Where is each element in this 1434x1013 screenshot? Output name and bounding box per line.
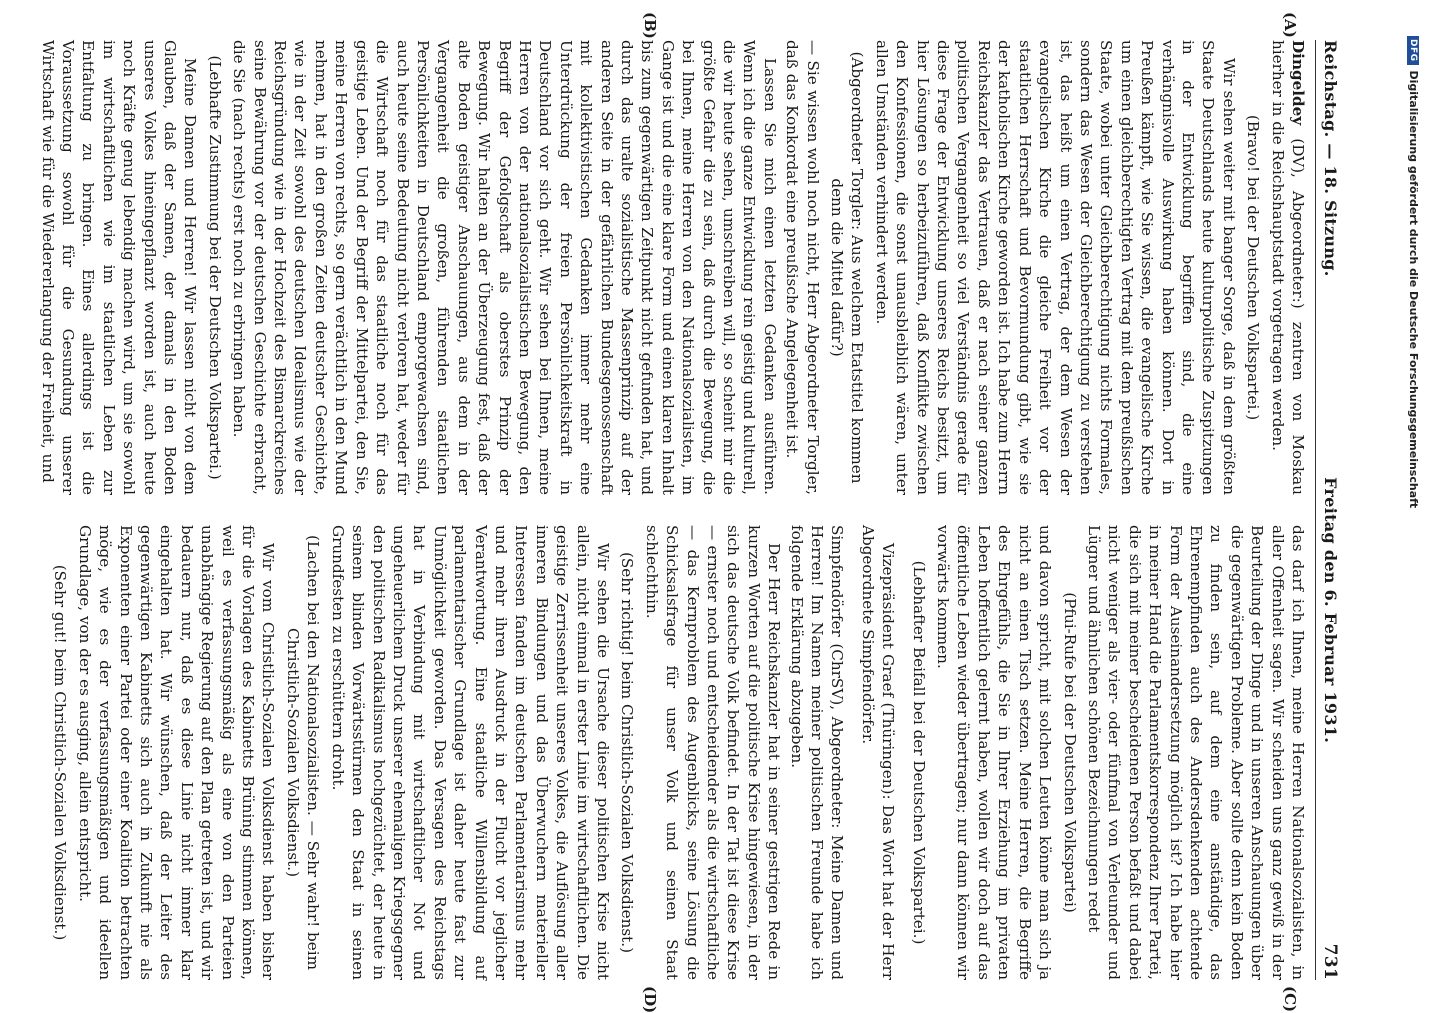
paragraph: (Pfui-Rufe bei der Deutschen Volkspartei)	[1060, 592, 1079, 913]
credit-text: Digitalisierung gefördert durch die Deutsche Forschungsgemeinschaft	[1407, 70, 1420, 509]
paragraph: das darf ich Ihnen, meine Herren Nationalsozialisten, in aller Offenheit sagen. Wir scheiden uns ganz gewiß in der Beurteilung der Dinge und in unseren Anschauungen über die gegenwärtigen Probleme. Aber sollte denn kein Boden zu finden sein, auf dem eine anständige, das Ehrenempfinden auch des Andersdenkenden achtende Form der Auseinandersetzung möglich ist? Ich habe hier in meiner Hand die Parlamentskorrespondenz Ihrer Partei, die sich mit meiner bescheidenen Person befaßt und dabei nicht weniger als vier- oder fünfmal von Verleumder und Lügner und ähnlichen schönen Bezeichnungen redet	[1084, 525, 1307, 980]
paragraph: (Sehr richtig! beim Christlich-Sozialen Volksdienst.)	[618, 551, 637, 954]
paragraph: Wir sehen die Ursache dieser politischen Krise nicht allein, nicht einmal in erster Linie im wirtschaftlichen. Die geistige Zerrissenheit unseres Volkes, die Auflösung aller inneren Bindungen und das Überwuchern materieller Interessen fanden im deutschen Parlamentarismus mehr und mehr ihren Ausdruck in der Flucht vor jeglicher Verantwortung. Eine staatliche Willensbildung auf parlamentarischer Grundlage ist daher heute fast zur Unmöglichkeit geworden. Das Versagen des Reichstags hat in Verbindung mit wirtschaftlicher Not und ungeheuerlichem Druck unserer ehemaligen Kriegsgegner den politischen Radikalismus hochgezüchtet, der heute in seinem blinden Vorwärtsstürmen den Staat in seinen Grundfesten zu erschüttern droht.	[328, 525, 612, 980]
speaker-name: Dingeldey	[1289, 40, 1307, 126]
paragraph: (Sehr gut! beim Christlich-Sozialen Volksdienst.)	[51, 564, 70, 941]
paragraph: Vizepräsident Graef (Thüringen): Das Wort hat der Herr Abgeordnete Simpfendörfer.	[858, 525, 898, 980]
paragraph-text: (DV), Abgeordneter:) zentren von Moskau hierher in die Reichshauptstadt vorgetragen werden.	[1268, 40, 1307, 495]
column-right	[46, 525, 1308, 980]
paragraph: (Bravo! bei der Deutschen Volkspartei.)	[1244, 114, 1263, 421]
margin-marker-b: (B)	[641, 12, 659, 39]
paragraph: Wir sehen weiter mit banger Sorge, daß in dem größten Staate Deutschlands heute kulturpolitische Zuspitzungen in der Entwicklung begriffen sind, die eine verhängnisvolle Auswirkung haben können. Dort in Preußen kämpft, wie Sie wissen, die evangelische Kirche um einen gleichberechtigten Vertrag mit dem preußischen Staate, wobei unter Gleichberechtigung nichts Formales, sondern das Wesen der Gleichberechtigung zu verstehen ist, das heißt um einen Vertrag, der dem Wesen der evangelischen Kirche die gleiche Freiheit vor der staatlichen Herrschaft und Bevormundung gibt, wie sie der katholischen Kirche geworden ist. Ich habe zum Herrn Reichskanzler das Vertrauen, daß er nach seiner ganzen politischen Vergangenheit so viel Verständnis gerade für diese Frage der Entwicklung unseres Reichs besitzt, um hier Lösungen so herbeizuführen, daß Konflikte zwischen den Konfessionen, die sonst unausbleiblich wären, unter allen Umständen verhindert werden.	[872, 40, 1238, 495]
paragraph: Wir vom Christlich-Sozialen Volksdienst haben bisher für die Vorlagen des Kabinetts Brüning stimmen können, weil es verfassungsmäßig als eine von den Parteien unabhängige Regierung auf den Plan getreten ist, und wir bedauern nur, daß es diese Linie nicht immer klar eingehalten hat. Wir wünschen, daß der Leiter des gegenwärtigen Kabinetts sich auch in Zukunft nie als Exponenten einer Partei oder einer Koalition betrachten möge, wie es der verfassungsmäßigen und ideellen Grundlage, von der es ausging, allein entspricht.	[75, 525, 278, 980]
column-left	[35, 40, 1308, 495]
paragraph: und davon spricht, mit solchen Leuten könne man sich ja nicht an einen Tisch setzen. Meine Herren, die Begriffe des Ehrgefühls, die Sie in Ihrer Erziehung im privaten Leben hoffentlich gelernt haben, wollen wir doch auf das öffentliche Leben wieder übertragen; nur dann können wir vorwärts kommen.	[934, 525, 1055, 980]
paragraph: Der Herr Reichskanzler hat in seiner gestrigen Rede in kurzen Worten auf die politische Krise hingewiesen, in der sich das deutsche Volk befindet. In der Tat ist diese Krise — ernster noch und entscheidender als die wirtschaftliche — das Kernproblem des Augenblicks, seine Lösung die Schicksalsfrage für unser Volk und seinen Staat schlechthin.	[642, 525, 784, 980]
paragraph: (Lebhafter Beifall bei der Deutschen Volkspartei.)	[909, 560, 928, 945]
paragraph: (Abgeordneter Torgler: Aus welchem Etatstitel kommen denn die Mittel dafür?)	[828, 51, 867, 484]
paragraph: (Lebhafte Zustimmung bei der Deutschen Volkspartei.)	[205, 55, 224, 480]
header-date: Freitag den 6. Februar 1931.	[1321, 477, 1341, 744]
paragraph: Meine Damen und Herren! Wir lassen nicht von dem Glauben, daß der Samen, der damals in den Boden unseres Volkes hineingepflanzt worden ist, auch heute noch Kräfte genug lebendig machen wird, um sie sowohl im wirtschaftlichen wie im staatlichen Leben zur Entfaltung zu bringen. Eines allerdings ist die Voraussetzung sowohl für die Gesundung unserer Wirtschaft wie für die Wiedererlangung der Freiheit, und	[38, 40, 200, 495]
margin-marker-a: (A)	[1281, 12, 1299, 38]
rotated-page-content	[38, 12, 1360, 1013]
page-number: 731	[1320, 943, 1341, 980]
page-header	[1320, 40, 1360, 980]
dfg-logo-icon: DFG	[1408, 36, 1420, 65]
margin-marker-c: (C)	[1281, 986, 1299, 1013]
header-rule	[1315, 40, 1316, 980]
header-left: Reichstag. — 18. Sitzung.	[1321, 40, 1341, 277]
paragraph	[1267, 40, 1308, 495]
margin-marker-d: (D)	[641, 986, 659, 1013]
paragraph: Lassen Sie mich einen letzten Gedanken ausführen. Wenn ich die ganze Entwicklung rein geistig und kulturell, die wir heute sehen, umschreiben will, so scheint mir die größte Gefahr die zu sein, daß durch die Bewegung, die bei Ihnen, meine Herren von den Nationalsozialisten, im Gange ist und die eine klare Form und einen klaren Inhalt bis zum gegenwärtigen Zeitpunkt nicht gefunden hat, und durch das uralte sozialistische Massenprinzip auf der anderen Seite in der gefährlichen Bundesgenossenschaft mit kollektivistischen Gedanken immer mehr eine Unterdrückung der freien Persönlichkeitskraft in Deutschland vor sich geht. Wir sehen bei Ihnen, meine Herren von der nationalsozialistischen Bewegung, den Begriff der Gefolgschaft als oberstes Prinzip der Bewegung. Wir halten an der Überzeugung fest, daß der alte Boden geistiger Anschauungen, aus dem in der Vergangenheit die großen, führenden staatlichen Persönlichkeiten in Deutschland emporgewachsen sind, auch heute seine Bedeutung nicht verloren hat, weder für die Wirtschaft noch für das staatliche noch für das geistige Leben. Und der Begriff der Mittelpartei, den Sie, meine Herren von rechts, so gern verächtlich in den Mund nehmen, hat in den großen Zeiten deutscher Geschichte, wie in der Zeit sowohl des deutschen Idealismus wie der Reichsgründung wie in der Hochzeit des Bismarckreiches seine Bewährung vor der deutschen Geschichte erbracht, die Sie (nach rechts) erst noch zu erbringen haben.	[230, 40, 779, 495]
paragraph: — Sie wissen wohl noch nicht, Herr Abgeordneter Torgler, daß das Konkordat eine preußische Angelegenheit ist.	[783, 40, 822, 495]
paragraph: Simpfendörfer (ChrSV), Abgeordneter: Meine Damen und Herren! Im Namen meiner politischen Freunde habe ich folgende Erklärung abzugeben.	[787, 525, 847, 980]
paragraph: (Lachen bei den Nationalsozialisten. — Sehr wahr! beim Christlich-Sozialen Volksdienst.)	[283, 535, 323, 970]
